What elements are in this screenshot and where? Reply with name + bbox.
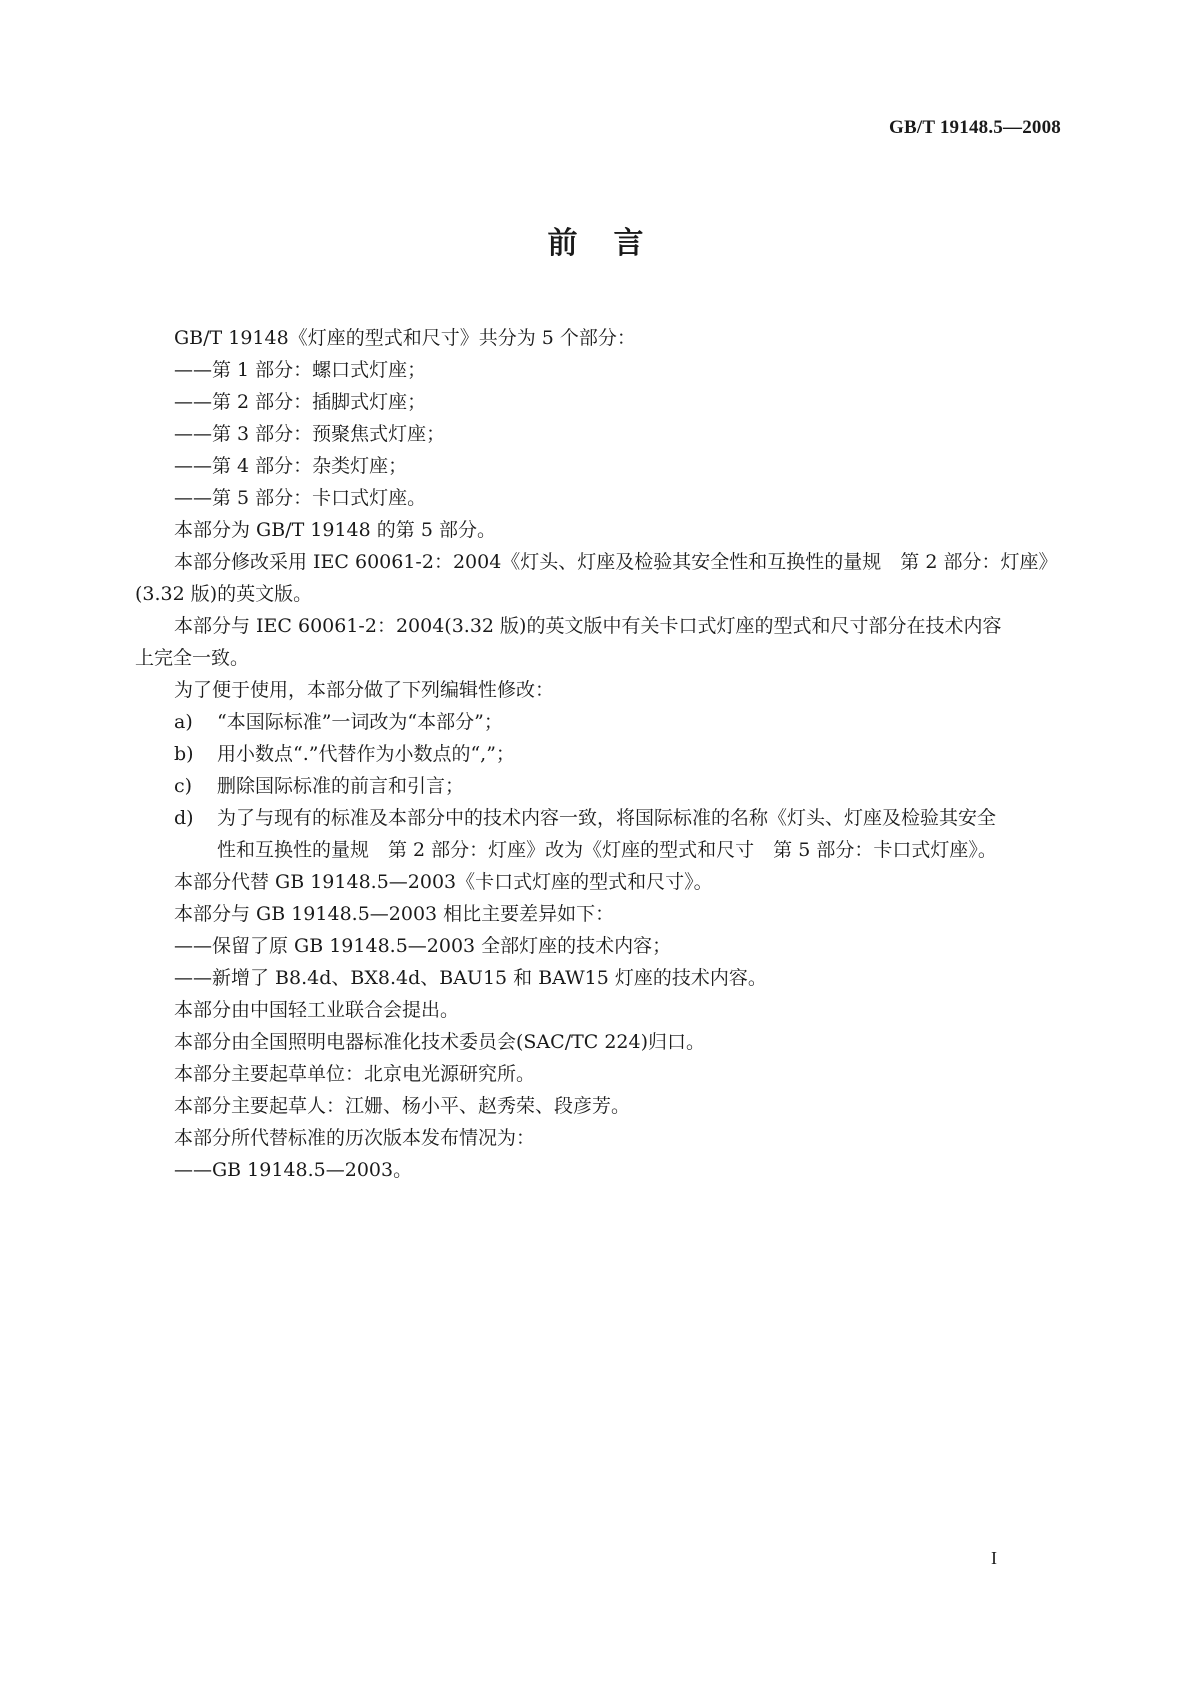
drafters-paragraph: 本部分主要起草人：江姗、杨小平、赵秀荣、段彦芳。 [174,1095,631,1117]
edit-item-text: 删除国际标准的前言和引言； [217,775,465,797]
difference-item: ——新增了 B8.4d、BX8.4d、BAU15 和 BAW15 灯座的技术内容。 [174,967,767,989]
edit-item-a [174,706,1052,738]
consistency-paragraph-line2: 上完全一致。 [135,647,250,669]
adoption-paragraph-line1: 本部分修改采用 IEC 60061-2：2004《灯头、灯座及检验其安全性和互换性的量规 第 2 部分：灯座》 [174,551,1058,573]
page-title: 前言 [547,226,680,261]
drafting-unit-paragraph: 本部分主要起草单位：北京电光源研究所。 [174,1063,536,1085]
history-item: ——GB 19148.5—2003。 [174,1159,413,1181]
proposed-by-paragraph: 本部分由中国轻工业联合会提出。 [174,999,460,1021]
edits-intro: 为了便于使用，本部分做了下列编辑性修改： [174,679,555,701]
difference-item: ——保留了原 GB 19148.5—2003 全部灯座的技术内容； [174,935,672,957]
page-number: I [991,1548,997,1568]
edit-item-marker: a) [174,711,193,733]
managed-by-paragraph: 本部分由全国照明电器标准化技术委员会(SAC/TC 224)归口。 [174,1031,706,1053]
edit-item-marker: b) [174,743,194,765]
part-list-item: ——第 5 部分：卡口式灯座。 [174,487,427,509]
history-intro: 本部分所代替标准的历次版本发布情况为： [174,1127,536,1149]
foreword-body [135,322,1058,1186]
intro-paragraph: GB/T 19148《灯座的型式和尺寸》共分为 5 个部分： [174,327,636,349]
edit-item-text: 为了与现有的标准及本部分中的技术内容一致，将国际标准的名称《灯头、灯座及检验其安全 [217,807,997,829]
standard-code: GB/T 19148.5—2008 [889,117,1061,138]
edit-item-c [174,770,1052,802]
part-of-paragraph: 本部分为 GB/T 19148 的第 5 部分。 [174,519,496,541]
edit-item-text: 用小数点“.”代替作为小数点的“,”； [217,743,515,765]
replacement-paragraph: 本部分代替 GB 19148.5—2003《卡口式灯座的型式和尺寸》。 [174,871,713,893]
edit-item-d-continuation: 性和互换性的量规 第 2 部分：灯座》改为《灯座的型式和尺寸 第 5 部分：卡口式灯座》。 [217,839,997,861]
part-list-item: ——第 2 部分：插脚式灯座； [174,391,427,413]
part-list-item: ——第 4 部分：杂类灯座； [174,455,408,477]
part-list-item: ——第 1 部分：螺口式灯座； [174,359,427,381]
edit-item-marker: c) [174,775,193,797]
edit-item-b [174,738,1052,770]
part-list-item: ——第 3 部分：预聚焦式灯座； [174,423,446,445]
consistency-paragraph-line1: 本部分与 IEC 60061-2：2004(3.32 版)的英文版中有关卡口式灯座的型式和尺寸部分在技术内容 [174,615,1002,637]
adoption-paragraph-line2: (3.32 版)的英文版。 [135,583,313,605]
differences-intro: 本部分与 GB 19148.5—2003 相比主要差异如下： [174,903,615,925]
edit-item-d [174,802,1052,834]
edit-item-marker: d) [174,807,194,829]
edit-item-text: “本国际标准”一词改为“本部分”； [217,711,503,733]
